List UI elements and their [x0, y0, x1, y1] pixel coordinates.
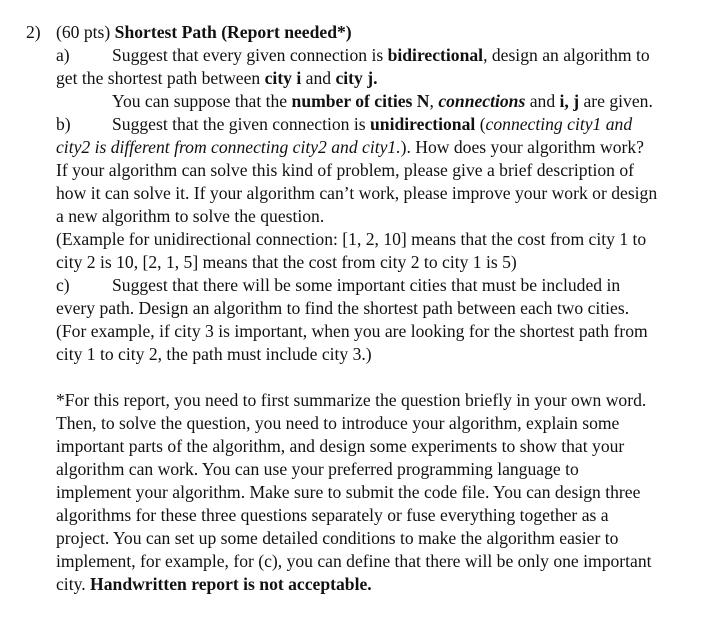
note-line-6: algorithms for these three questions separately or fuse everything together as a [56, 505, 609, 525]
part-c-text: Suggest that there will be some important cities that must be included in [112, 275, 621, 295]
note-handwritten-warning: Handwritten report is not acceptable. [90, 574, 372, 594]
part-a-ij: i, j [559, 91, 580, 111]
part-b-line-4: how it can solve it. If your algorithm can’t work, please improve your work or design [56, 183, 658, 203]
part-b-italic-1: connecting city1 and [485, 114, 633, 134]
part-b-line-2 [56, 136, 644, 158]
note-line-8: implement, for example, for (c), you can define that there will be only one important [56, 551, 652, 571]
part-a-num-cities: number of cities N [291, 91, 430, 111]
part-b-unidirectional: unidirectional [370, 114, 476, 134]
part-c-line-3: (For example, if city 3 is important, when you are looking for the shortest path from [56, 321, 648, 341]
part-a-and: and [305, 68, 332, 88]
part-a-line-1 [56, 44, 650, 66]
part-c-label: c) [56, 275, 70, 295]
part-a-label: a) [56, 45, 70, 65]
part-c-line-1 [56, 274, 620, 296]
question-header [56, 21, 352, 43]
note-line-2: Then, to solve the question, you need to introduce your algorithm, explain some [56, 413, 620, 433]
part-a-text-2: get the shortest path between [56, 68, 261, 88]
part-a-bidirectional: bidirectional [387, 45, 484, 65]
part-a-text-end: , design an algorithm to [483, 45, 650, 65]
part-a-city-i: city i [264, 68, 302, 88]
part-c-line-4: city 1 to city 2, the path must include city 3.) [56, 344, 372, 364]
note-line-3: important parts of the algorithm, and design some experiments to show that your [56, 436, 625, 456]
part-b-line-7: city 2 is 10, [2, 1, 5] means that the cost from city 2 to city 1 is 5) [56, 252, 517, 272]
part-a-line-2 [56, 67, 378, 89]
part-a-city-j: city j. [335, 68, 378, 88]
part-a-text-3: You can suppose that the [112, 91, 288, 111]
part-a-line-3 [56, 90, 653, 112]
question-title: Shortest Path (Report needed*) [114, 22, 352, 42]
part-a-text: Suggest that every given connection is [112, 45, 384, 65]
note-line-7: project. You can set up some detailed conditions to make the algorithm easier to [56, 528, 619, 548]
part-b-line-6: (Example for unidirectional connection: [1, 2, 10] means that the cost from city 1 to [56, 229, 647, 249]
note-line-9 [56, 573, 372, 595]
part-b-text: Suggest that the given connection is [112, 114, 366, 134]
note-line-5: implement your algorithm. Make sure to submit the code file. You can design three [56, 482, 641, 502]
part-b-italic-2: city2 is different from connecting city2 and city1. [56, 137, 401, 157]
note-city: city. [56, 574, 86, 594]
part-b-paren: ( [479, 114, 486, 134]
note-line-1: *For this report, you need to first summarize the question briefly in your own word. [56, 390, 647, 410]
question-number: 2) [26, 22, 41, 42]
part-b-label: b) [56, 114, 71, 134]
part-a-connections: connections [438, 91, 526, 111]
part-c-line-2: every path. Design an algorithm to find the shortest path between each two cities. [56, 298, 630, 318]
part-a-and-2: and [529, 91, 556, 111]
part-b-line-3: If your algorithm can solve this kind of problem, please give a brief description of [56, 160, 634, 180]
part-a-comma: , [429, 91, 434, 111]
note-line-4: algorithm can work. You can use your preferred programming language to [56, 459, 579, 479]
part-b-text-2: ). How does your algorithm work? [400, 137, 644, 157]
part-b-line-1 [56, 113, 632, 135]
question-points: (60 pts) [56, 22, 111, 42]
part-b-line-5: a new algorithm to solve the question. [56, 206, 325, 226]
part-a-given: are given. [583, 91, 653, 111]
